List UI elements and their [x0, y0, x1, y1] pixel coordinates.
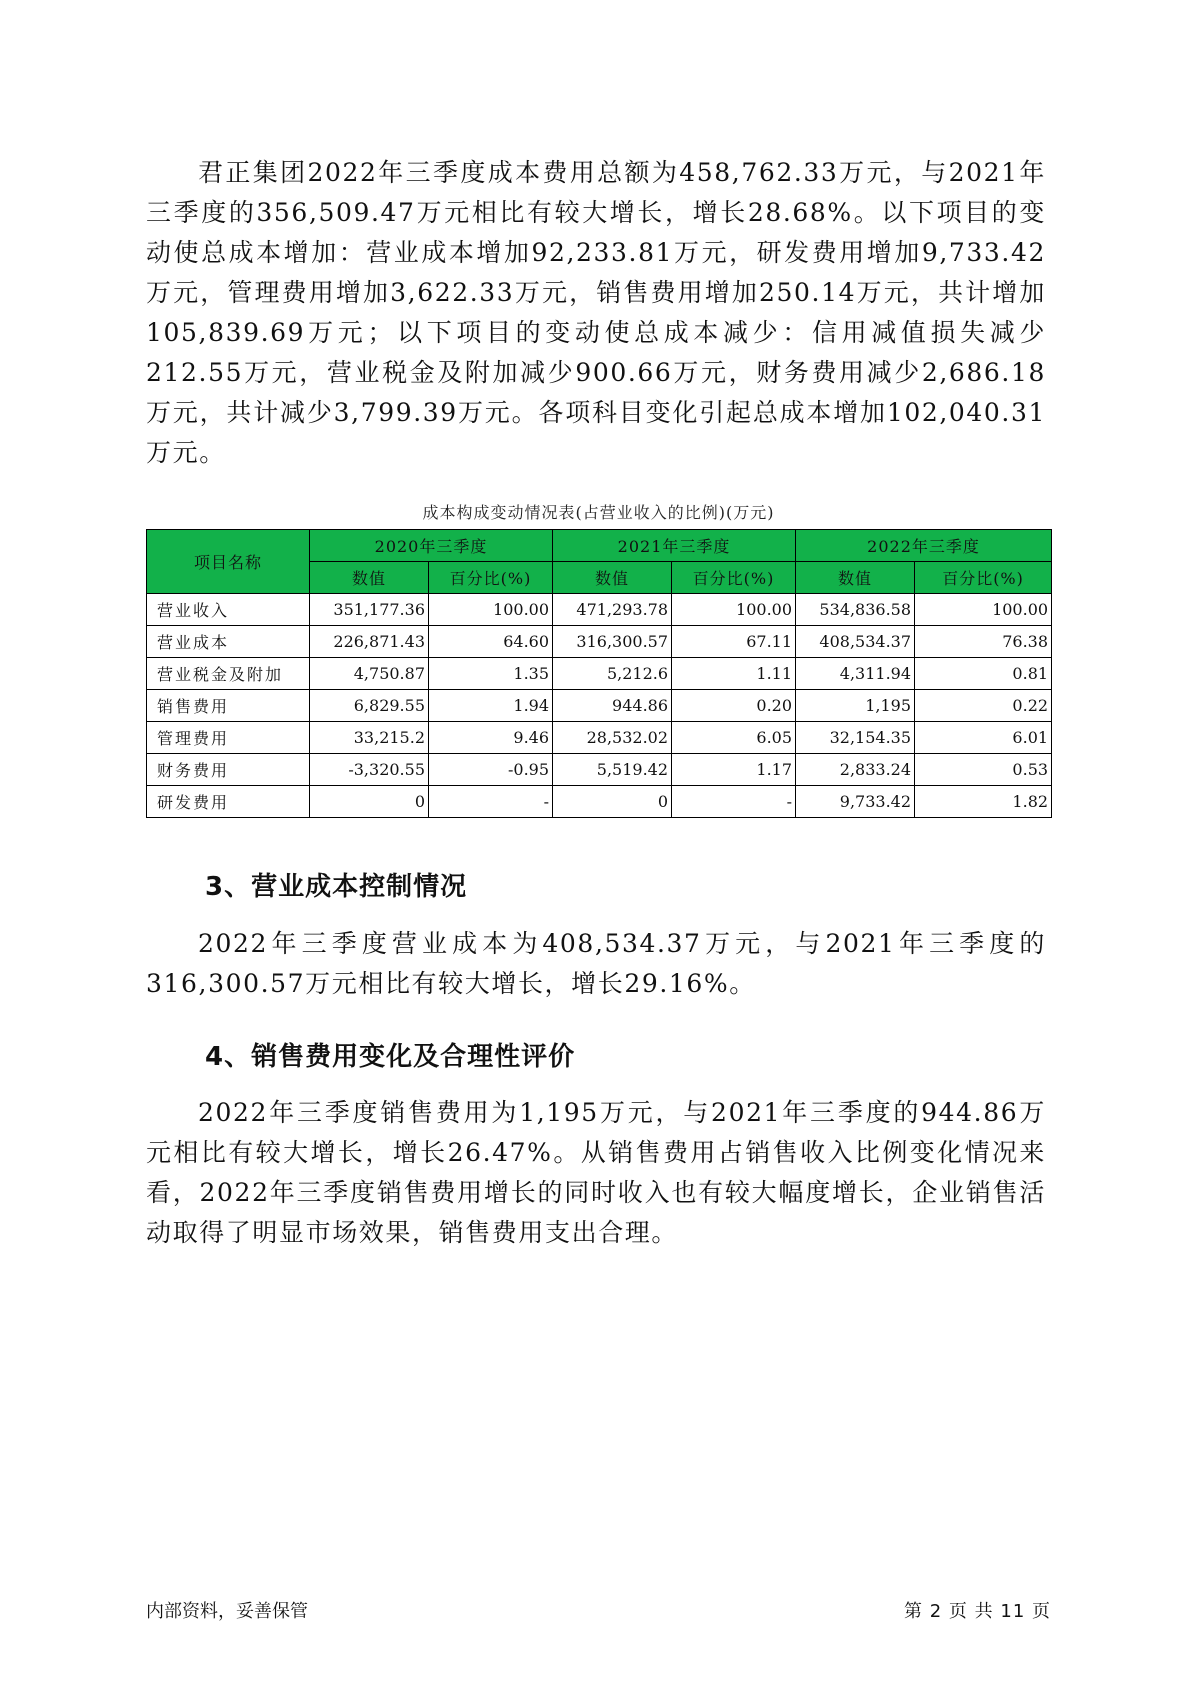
sales-expense-paragraph — [146, 1093, 1046, 1253]
table-cell: 6.01 — [915, 722, 1052, 754]
table-cell: 4,750.87 — [310, 658, 429, 690]
table-cell: 944.86 — [553, 690, 672, 722]
cost-structure-table — [146, 529, 1052, 818]
table-cell: 9.46 — [429, 722, 553, 754]
table-cell: 6.05 — [672, 722, 796, 754]
table-cell: 1.94 — [429, 690, 553, 722]
table-row — [147, 690, 1052, 722]
table-cell: 100.00 — [429, 594, 553, 626]
cost-summary-paragraph — [146, 153, 1046, 473]
table-cell: 33,215.2 — [310, 722, 429, 754]
table-cell: 76.38 — [915, 626, 1052, 658]
paragraph-text: 君正集团2022年三季度成本费用总额为458,762.33万元，与2021年三季度的356,509.47万元相比有较大增长，增长28.68%。以下项目的变动使总成本增加：营业成本增加92,233.81万元，研发费用增加9,733.42万元，管理费用增加3,622.33万元，销售费用增加250.14万元，共计增加105,839.69万元；以下项目的变动使总成本减少：信用减值损失减少212.55万元，营业税金及附加减少900.66万元，财务费用减少2,686.18万元，共计减少3,799.39万元。各项科目变化引起总成本增加102,040.31万元。 — [146, 158, 1046, 467]
table-cell: 1.11 — [672, 658, 796, 690]
header-period-2021: 2021年三季度 — [553, 530, 796, 562]
table-cell: 226,871.43 — [310, 626, 429, 658]
table-cell: 1.17 — [672, 754, 796, 786]
table-cell: 534,836.58 — [796, 594, 915, 626]
cost-control-paragraph — [146, 924, 1046, 1004]
row-label: 销售费用 — [147, 690, 310, 722]
table-row — [147, 786, 1052, 818]
table-cell: - — [672, 786, 796, 818]
table-row — [147, 594, 1052, 626]
row-label: 管理费用 — [147, 722, 310, 754]
header-percent: 百分比(%) — [672, 562, 796, 594]
table-cell: 0 — [310, 786, 429, 818]
footer-confidential-note: 内部资料，妥善保管 — [146, 1601, 308, 1622]
paragraph-text: 2022年三季度销售费用为1,195万元，与2021年三季度的944.86万元相比有较大增长，增长26.47%。从销售费用占销售收入比例变化情况来看，2022年三季度销售费用增长的同时收入也有较大幅度增长，企业销售活动取得了明显市场效果，销售费用支出合理。 — [146, 1098, 1046, 1247]
table-cell: 0.22 — [915, 690, 1052, 722]
table-cell: - — [429, 786, 553, 818]
table-cell: 5,519.42 — [553, 754, 672, 786]
row-label: 财务费用 — [147, 754, 310, 786]
header-value: 数值 — [796, 562, 915, 594]
paragraph-text: 2022年三季度营业成本为408,534.37万元，与2021年三季度的316,300.57万元相比有较大增长，增长29.16%。 — [146, 929, 1046, 998]
header-percent: 百分比(%) — [915, 562, 1052, 594]
table-row — [147, 626, 1052, 658]
table-cell: 0.81 — [915, 658, 1052, 690]
table-cell: 9,733.42 — [796, 786, 915, 818]
table-cell: 5,212.6 — [553, 658, 672, 690]
header-period-2022: 2022年三季度 — [796, 530, 1052, 562]
header-value: 数值 — [310, 562, 429, 594]
table-caption: 成本构成变动情况表(占营业收入的比例)(万元) — [422, 503, 775, 522]
table-cell: 2,833.24 — [796, 754, 915, 786]
footer-page-number: 第 2 页 共 11 页 — [904, 1601, 1051, 1622]
table-cell: 316,300.57 — [553, 626, 672, 658]
table-cell: 0.53 — [915, 754, 1052, 786]
section-heading-cost-control: 3、营业成本控制情况 — [205, 872, 468, 902]
table-row — [147, 658, 1052, 690]
header-item-name: 项目名称 — [147, 530, 310, 594]
header-percent: 百分比(%) — [429, 562, 553, 594]
table-cell: 1.35 — [429, 658, 553, 690]
table-cell: 4,311.94 — [796, 658, 915, 690]
table-cell: 0 — [553, 786, 672, 818]
table-cell: 1,195 — [796, 690, 915, 722]
row-label: 营业成本 — [147, 626, 310, 658]
row-label: 营业收入 — [147, 594, 310, 626]
table-cell: 100.00 — [915, 594, 1052, 626]
table-cell: 0.20 — [672, 690, 796, 722]
table-cell: 64.60 — [429, 626, 553, 658]
table-row — [147, 722, 1052, 754]
row-label: 营业税金及附加 — [147, 658, 310, 690]
table-cell: 6,829.55 — [310, 690, 429, 722]
table-cell: -0.95 — [429, 754, 553, 786]
table-cell: 471,293.78 — [553, 594, 672, 626]
table-cell: 408,534.37 — [796, 626, 915, 658]
section-heading-sales-expense: 4、销售费用变化及合理性评价 — [205, 1042, 576, 1072]
table-cell: 32,154.35 — [796, 722, 915, 754]
table-cell: -3,320.55 — [310, 754, 429, 786]
table-row — [147, 754, 1052, 786]
table-cell: 1.82 — [915, 786, 1052, 818]
table-cell: 100.00 — [672, 594, 796, 626]
table-cell: 351,177.36 — [310, 594, 429, 626]
row-label: 研发费用 — [147, 786, 310, 818]
table-cell: 28,532.02 — [553, 722, 672, 754]
table-cell: 67.11 — [672, 626, 796, 658]
header-value: 数值 — [553, 562, 672, 594]
header-period-2020: 2020年三季度 — [310, 530, 553, 562]
